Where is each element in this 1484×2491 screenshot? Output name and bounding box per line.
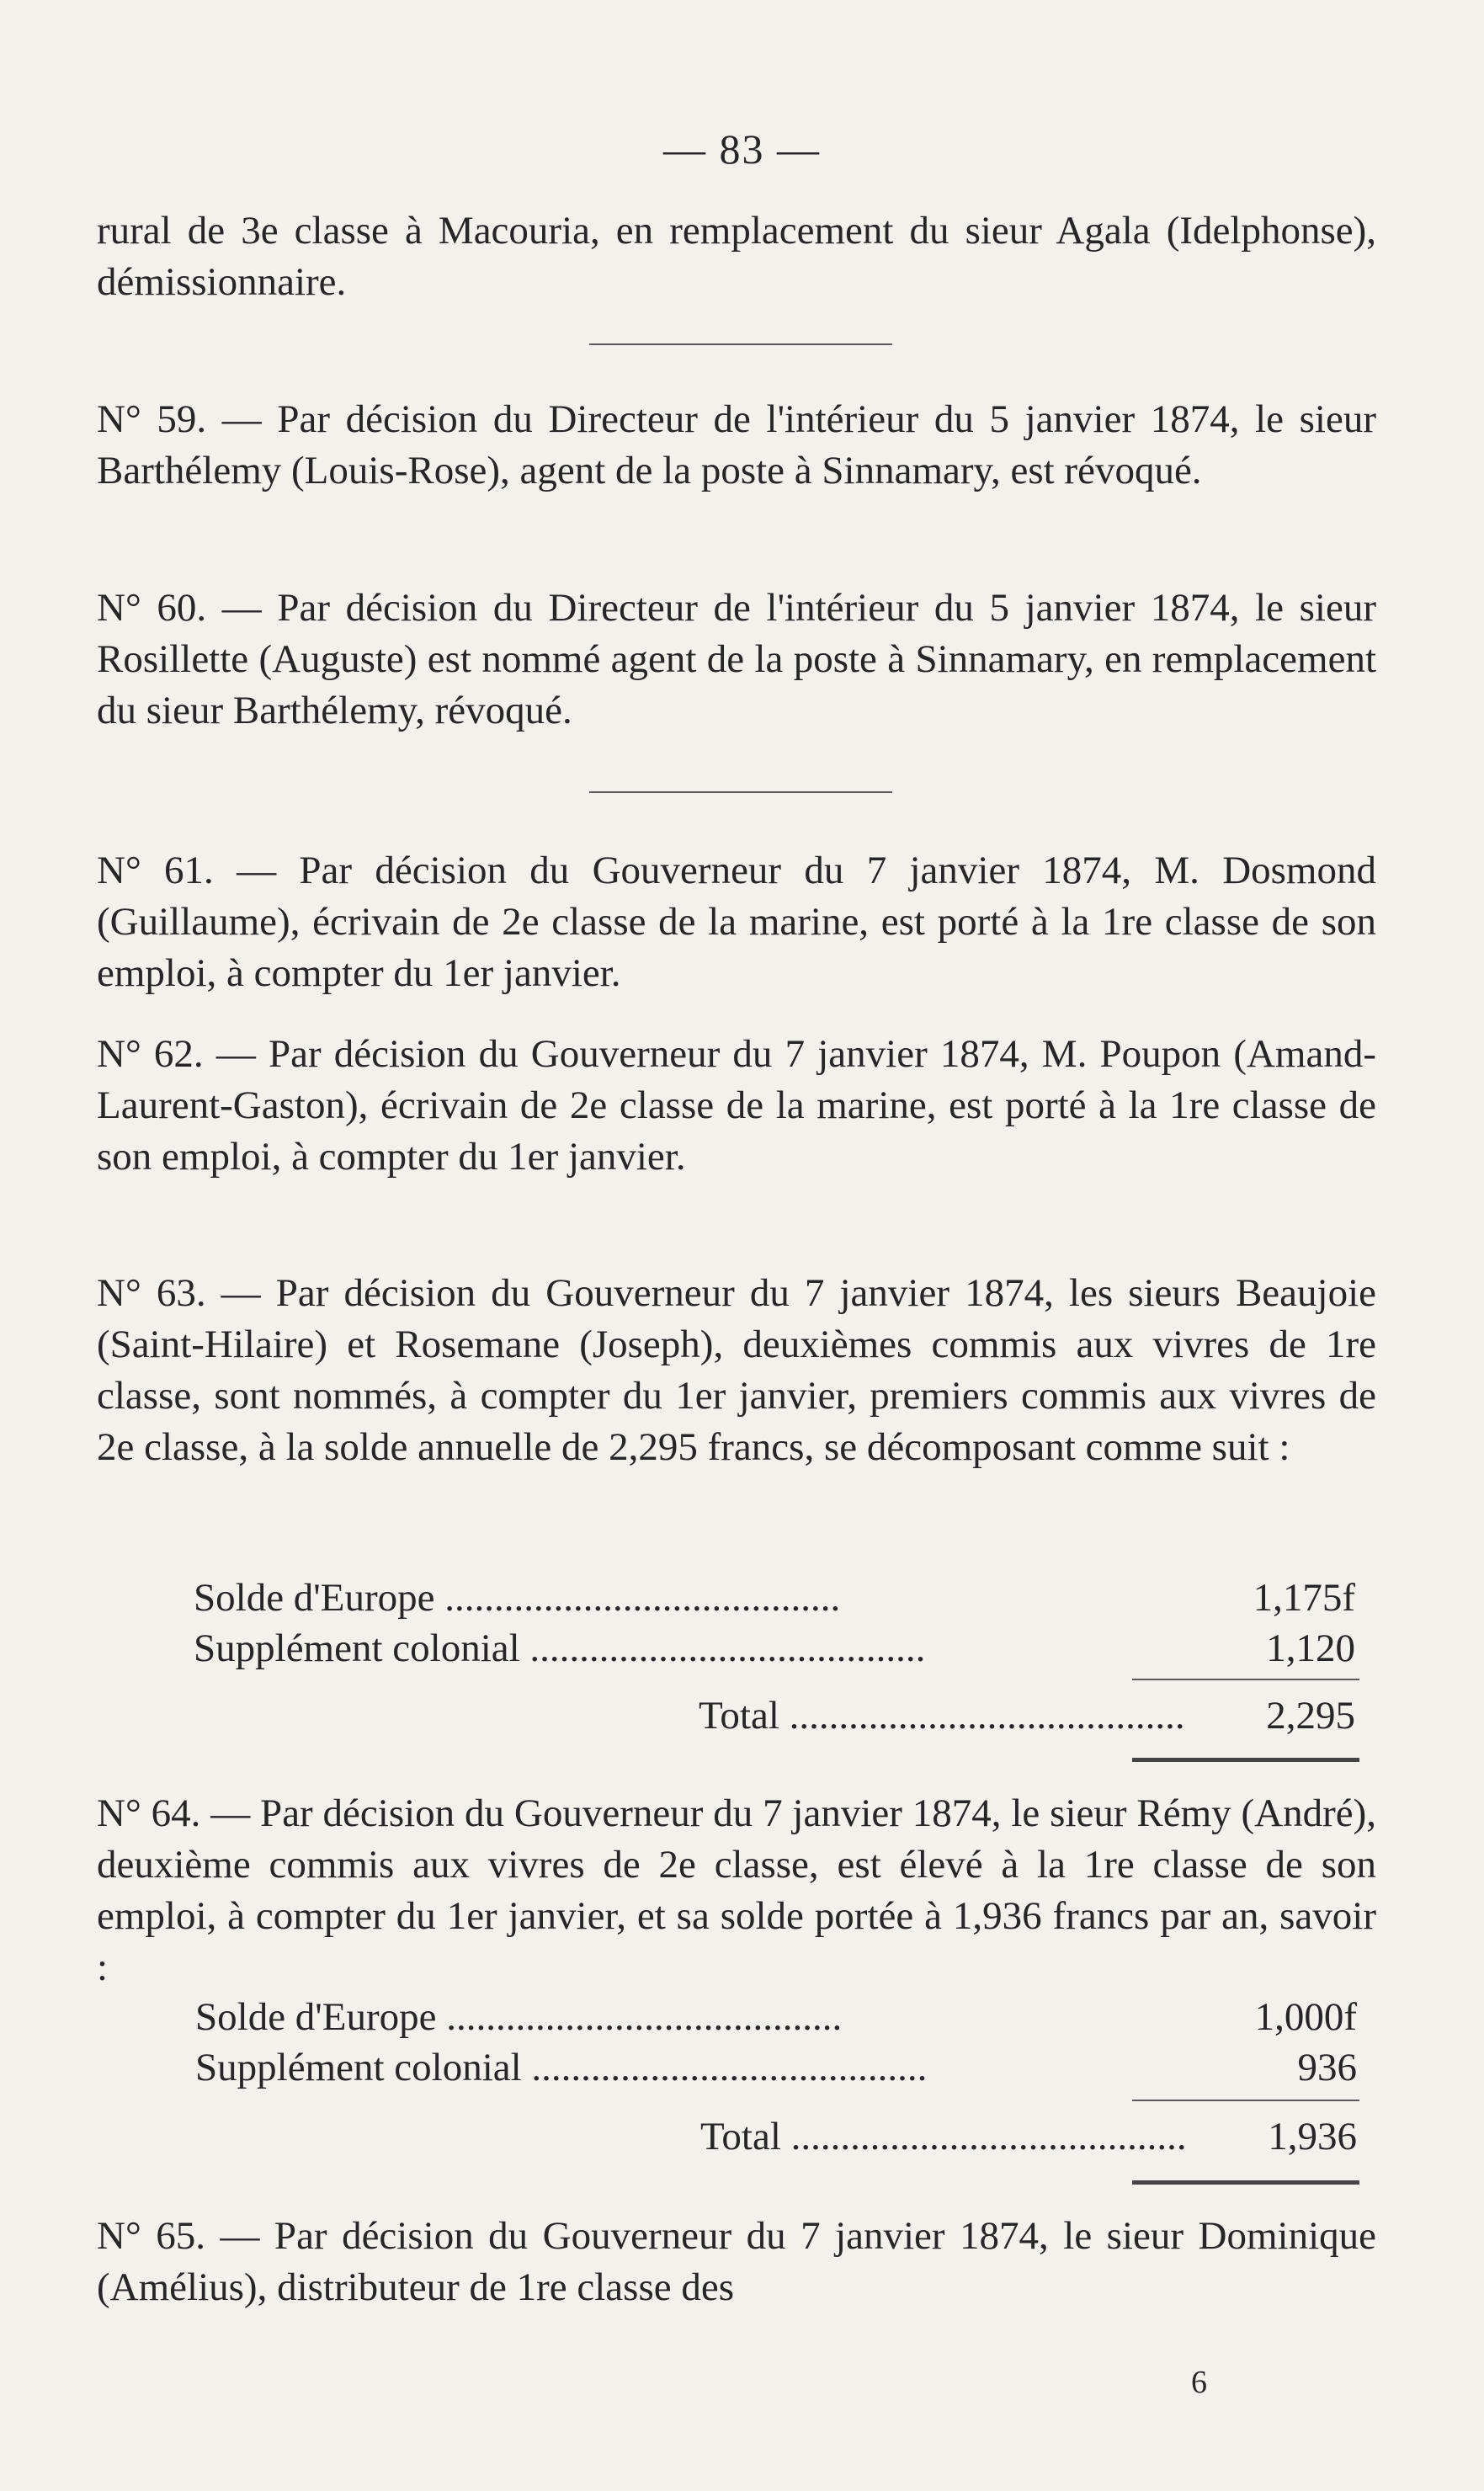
sum-rule [1132,1679,1359,1680]
table1-row2-label: Supplément colonial ........................................ [194,1626,926,1670]
total-rule [1132,1758,1359,1762]
table2-row1-amount: 1,000f [1254,1995,1357,2039]
table1-total-amount: 2,295 [1266,1694,1355,1738]
entry-61 [97,845,1376,999]
table1-row2-amount: 1,120 [1266,1626,1355,1670]
entry-59-text: N° 59. — Par décision du Directeur de l'intérieur du 5 janvier 1874, le sieur Barthélemy (Louis-Rose), agent de la poste à Sinnamary, est révoqué. [97,397,1376,492]
entry-62 [97,1029,1376,1183]
separator-rule [589,343,892,345]
sum-rule [1132,2100,1359,2101]
table2-total-label: Total ........................................ [700,2115,1187,2158]
total-rule [1132,2180,1359,2185]
entry-62-text: N° 62. — Par décision du Gouverneur du 7 janvier 1874, M. Poupon (Amand-Laurent-Gaston), écrivain de 2e classe de la marine, est porté à la 1re classe de son emploi, à compter du 1er janvier. [97,1032,1376,1179]
separator-rule [589,791,892,793]
entry-64-text: N° 64. — Par décision du Gouverneur du 7 janvier 1874, le sieur Rémy (André), deuxième commis aux vivres de 2e classe, est élevé à la 1re classe de son emploi, à compter du 1er janvier, et sa solde portée à 1,936 francs par an, savoir : [97,1791,1376,1989]
table1-total-label: Total ........................................ [699,1694,1185,1738]
table2-total-amount: 1,936 [1268,2115,1357,2158]
intro-text: rural de 3e classe à Macouria, en remplacement du sieur Agala (Idelphonse), démissionnaire. [97,209,1376,304]
entry-60 [97,583,1376,737]
entry-64 [97,1788,1376,1993]
entry-63 [97,1268,1376,1473]
entry-61-text: N° 61. — Par décision du Gouverneur du 7 janvier 1874, M. Dosmond (Guillaume), écrivain de 2e classe de la marine, est porté à la 1re classe de son emploi, à compter du 1er janvier. [97,849,1376,995]
entry-60-text: N° 60. — Par décision du Directeur de l'intérieur du 5 janvier 1874, le sieur Rosillette (Auguste) est nommé agent de la poste à Sinnamary, en remplacement du sieur Barthélemy, révoqué. [97,586,1376,732]
entry-63-text: N° 63. — Par décision du Gouverneur du 7 janvier 1874, les sieurs Beaujoie (Saint-Hilaire) et Rosemane (Joseph), deuxièmes commis aux vivres de 1re classe, sont nommés, à compter du 1er janvier, premiers commis aux vivres de 2e classe, à la solde annuelle de 2,295 francs, se décomposant comme suit : [97,1271,1376,1469]
table1-row-europe [194,1573,1355,1623]
table1-row1-amount: 1,175f [1253,1576,1355,1620]
entry-65 [97,2211,1376,2313]
entry-65-text: N° 65. — Par décision du Gouverneur du 7 janvier 1874, le sieur Dominique (Amélius), distributeur de 1re classe des [97,2214,1376,2309]
signature-mark: 6 [1191,2365,1207,2400]
table1-row-total [194,1690,1355,1741]
table1-row-colonial [194,1623,1355,1674]
page-number: — 83 — [663,125,821,173]
table2-row2-label: Supplément colonial ........................................ [195,2046,928,2089]
table1-row1-label: Solde d'Europe ........................................ [194,1576,841,1620]
entry-59 [97,394,1376,497]
table2-row-europe [195,1992,1357,2042]
table2-row-total [195,2111,1357,2162]
table2-row2-amount: 936 [1297,2046,1357,2089]
table2-row1-label: Solde d'Europe ........................................ [195,1995,843,2039]
intro-paragraph [97,205,1376,308]
table2-row-colonial [195,2042,1357,2093]
